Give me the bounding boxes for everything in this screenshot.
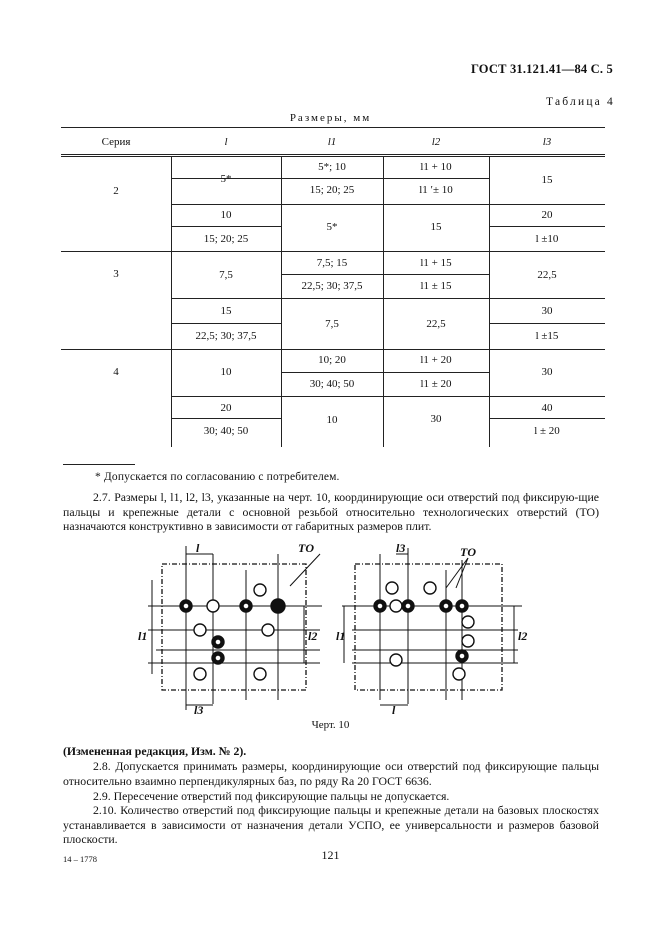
footnote-rule (63, 464, 135, 465)
table-cell: 5*; 10 (318, 161, 346, 173)
table-cell: l1 ′± 10 (419, 184, 453, 196)
paragraph-2-8 (63, 759, 599, 788)
paragraph-2-9 (63, 789, 599, 804)
paragraph-2-10 (63, 803, 599, 847)
dim-label: l1 (138, 629, 148, 643)
col-header-l3: l3 (542, 136, 552, 148)
table-cell: 2 (113, 185, 119, 197)
page-number: 121 (321, 848, 340, 862)
table-cell: 22,5 (537, 269, 557, 281)
col-header-l: l (224, 136, 228, 148)
table-cell: 15; 20; 25 (309, 184, 355, 196)
to-label: ТО (298, 541, 314, 555)
table-cell: 4 (113, 366, 119, 378)
table-cell: 22,5; 30; 37,5 (195, 330, 257, 342)
table-cell: l1 + 20 (420, 354, 452, 366)
dim-label: l1 (336, 629, 346, 643)
dim-label: l2 (518, 629, 528, 643)
table-cell: 7,5 (325, 318, 339, 330)
table-cell: 22,5 (426, 318, 446, 330)
table-cell: 30 (541, 366, 553, 378)
amendment-text: (Измененная редакция, Изм. № 2). (63, 744, 247, 758)
page-header: ГОСТ 31.121.41—84 С. 5 (470, 62, 613, 76)
table-cell: 30; 40; 50 (203, 425, 249, 437)
table-cell: l ± 20 (534, 425, 560, 437)
footnote: * Допускается по согласованию с потребителем. (95, 471, 340, 483)
paragraph-text: 2.9. Пересечение отверстий под фиксирующие пальцы не допускается. (93, 789, 450, 803)
table-cell: 5* (220, 173, 232, 185)
dim-label: l3 (194, 703, 204, 716)
drawing-10 (130, 540, 530, 716)
table-cell: 10 (220, 209, 232, 221)
table-units: Размеры, мм (289, 112, 372, 124)
table-cell: l1 ± 20 (420, 378, 452, 390)
table-cell: 10 (326, 414, 338, 426)
dim-label: l2 (308, 629, 318, 643)
paragraph-text: 2.7. Размеры l, l1, l2, l3, указанные на черт. 10, координирующие оси отверстий под фиксирую-щие пальцы и крепежные детали с основной резьбой относительно технологических отверстий (ТО) назначаются конструктивно в зависимости от габаритных размеров плит. (63, 490, 599, 534)
to-label: ТО (460, 545, 476, 559)
col-header-l2: l2 (431, 136, 441, 148)
table-cell: 10; 20 (318, 354, 346, 366)
col-header-l1: l1 (327, 136, 337, 148)
table-cell: l1 + 15 (420, 257, 452, 269)
table-cell: 3 (113, 268, 119, 280)
table-cell: 30; 40; 50 (309, 378, 355, 390)
table-cell: 30 (430, 413, 442, 425)
paragraph-2-7 (63, 490, 599, 534)
table-cell: 20 (220, 402, 232, 414)
table-cell: 7,5 (219, 269, 233, 281)
amendment-note (63, 744, 599, 759)
table-cell: 10 (220, 366, 232, 378)
table-cell: 40 (541, 402, 553, 414)
table-cell: l1 ± 15 (420, 280, 452, 292)
table-cell: l ±10 (535, 233, 559, 245)
table-cell: 15 (220, 305, 232, 317)
table-cell: 7,5; 15 (316, 257, 348, 269)
table-cell: 20 (541, 209, 553, 221)
col-header-series: Серия (101, 136, 131, 148)
table-label: Таблица 4 (546, 96, 615, 108)
figure-caption: Черт. 10 (311, 719, 350, 731)
table-cell: 15; 20; 25 (203, 233, 249, 245)
dim-label: l3 (396, 541, 406, 555)
dim-label: l (392, 703, 396, 716)
table-cell: 15 (430, 221, 442, 233)
table-cell: l1 + 10 (420, 161, 452, 173)
table-cell: 22,5; 30; 37,5 (301, 280, 363, 292)
table-cell: 30 (541, 305, 553, 317)
print-code: 14 – 1778 (63, 854, 97, 864)
table-cell: 5* (326, 221, 338, 233)
table-cell: l ±15 (535, 330, 559, 342)
dim-label: l (196, 541, 200, 555)
table-cell: 15 (541, 174, 553, 186)
paragraph-text: 2.10. Количество отверстий под фиксирующие пальцы и крепежные детали на базовых плоскостях устанавливается в зависимости от назначения детали УСПО, ее универсальности и размеров базовой плоскости. (63, 803, 599, 847)
paragraph-text: 2.8. Допускается принимать размеры, координирующие оси отверстий под фиксирующие пальцы относительно взаимно перпендикулярных баз, по ряду Ra 20 ГОСТ 6636. (63, 759, 599, 788)
